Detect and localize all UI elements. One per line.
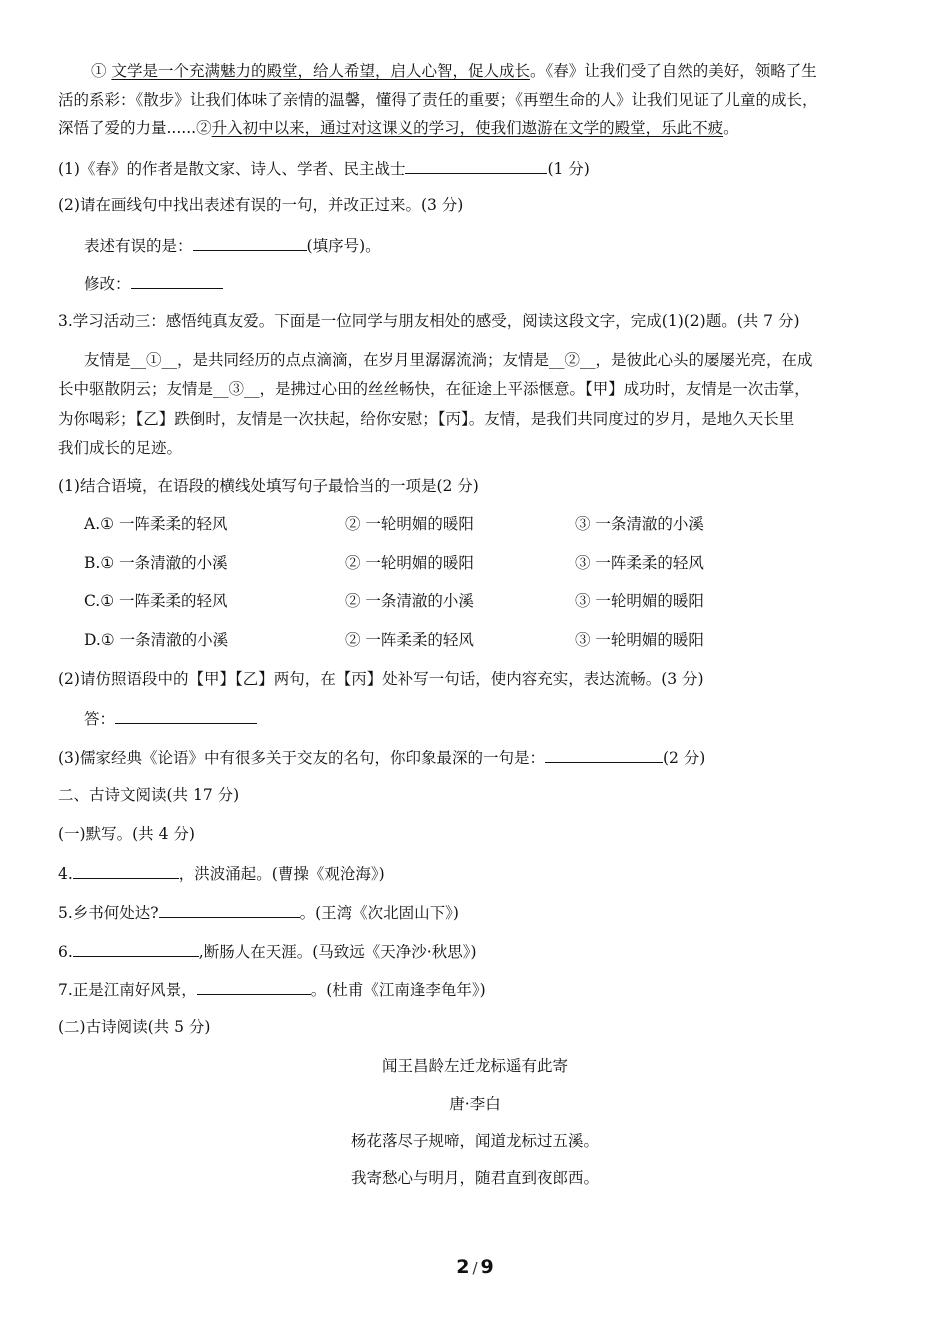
subsection-1-heading: (一)默写。(共 4 分) <box>58 825 195 843</box>
answer-label: 表述有误的是： <box>84 237 193 255</box>
question-text: 。(杜甫《江南逢李龟年》) <box>310 981 486 999</box>
option-c-2: ② 一条清澈的小溪 <box>345 592 474 610</box>
answer-blank[interactable] <box>131 272 223 289</box>
paragraph-line-3 <box>58 118 739 138</box>
question-3-2-answer <box>84 707 257 729</box>
answer-blank[interactable] <box>193 234 307 251</box>
paragraph-line-1 <box>91 61 817 81</box>
question-text: 7.正是江南好风景， <box>58 981 197 999</box>
answer-suffix: (填序号)。 <box>306 237 381 255</box>
current-page: 2 <box>456 1256 470 1278</box>
underlined-sentence-2: 升入初中以来，通过对这课义的学习，使我们遨游在文学的殿堂，乐此不疲 <box>211 119 724 137</box>
poem-title: 闻王昌龄左迁龙标遥有此寄 <box>381 1057 568 1075</box>
option-a-3: ③ 一条清澈的小溪 <box>575 515 704 533</box>
question-3: 3.学习活动三：感悟纯真友爱。下面是一位同学与朋友相处的感受，阅读这段文字，完成(1)(2)题。(共 7 分) <box>58 312 800 330</box>
question-2: (2)请在画线句中找出表述有误的一句，并改正过来。(3 分) <box>58 196 464 214</box>
option-a-2: ② 一轮明媚的暖阳 <box>345 515 474 533</box>
question-3-3 <box>58 746 705 768</box>
score-label: (1 分) <box>547 160 590 178</box>
poem-line-2: 我寄愁心与明月，随君直到夜郎西。 <box>350 1169 599 1187</box>
answer-blank[interactable] <box>73 862 179 879</box>
answer-label: 答： <box>84 710 116 728</box>
passage-line-2: 长中驱散阴云；友情是__③__，是拂过心田的丝丝畅快，在征途上平添惬意。【甲】成功时，友情是一次击掌， <box>58 380 810 398</box>
total-pages: 9 <box>480 1256 494 1278</box>
question-text: 。(王湾《次北固山下》) <box>299 904 459 922</box>
answer-label: 修改： <box>84 275 131 293</box>
answer-blank[interactable] <box>197 978 311 995</box>
question-text: 5.乡书何处达? <box>58 904 159 922</box>
option-d-2: ② 一阵柔柔的轻风 <box>345 631 474 649</box>
passage-line-3: 为你喝彩；【乙】跌倒时，友情是一次扶起，给你安慰；【丙】。友情，是我们共同度过的岁月，是地久天长里 <box>58 410 795 428</box>
paragraph-text: 。 <box>723 119 739 137</box>
question-6 <box>58 940 477 962</box>
answer-blank[interactable] <box>115 707 257 724</box>
question-3-2: (2)请仿照语段中的【甲】【乙】两句，在【丙】处补写一句话，使内容充实，表达流畅。(3 分) <box>58 670 704 688</box>
paragraph-text: 深悟了爱的力量......② <box>58 119 212 137</box>
question-3-1: (1)结合语境，在语段的横线处填写句子最恰当的一项是(2 分) <box>58 477 479 495</box>
option-b-3: ③ 一阵柔柔的轻风 <box>575 554 704 572</box>
option-c-1[interactable]: C.① 一阵柔柔的轻风 <box>84 592 228 610</box>
section-2-heading: 二、古诗文阅读(共 17 分) <box>58 786 240 804</box>
option-c-3: ③ 一轮明媚的暖阳 <box>575 592 704 610</box>
option-a-1[interactable]: A.① 一阵柔柔的轻风 <box>84 515 228 533</box>
passage-line-1: 友情是__①__，是共同经历的点点滴滴，在岁月里潺潺流淌；友情是__②__，是彼此心头的屡屡光亮，在成 <box>84 351 813 369</box>
option-d-3: ③ 一轮明媚的暖阳 <box>575 631 704 649</box>
question-text: ，洪波涌起。(曹操《观沧海》) <box>178 865 385 883</box>
question-number: 6. <box>58 943 73 961</box>
page-separator: / <box>472 1259 478 1277</box>
score-label: (2 分) <box>662 749 706 767</box>
question-2-fix-line <box>84 272 223 294</box>
question-number: 4. <box>58 865 73 883</box>
poem-author: 唐·李白 <box>449 1095 501 1113</box>
answer-blank[interactable] <box>73 940 199 957</box>
underlined-sentence-1: 文学是一个充满魅力的殿堂，给人希望，启人心智，促人成长 <box>111 62 530 80</box>
paragraph-text: 。《春》让我们受了自然的美好，领略了生 <box>529 62 817 80</box>
question-text: (3)儒家经典《论语》中有很多关于交友的名句，你印象最深的一句是： <box>58 749 545 767</box>
option-b-1[interactable]: B.① 一条清澈的小溪 <box>84 554 228 572</box>
answer-blank[interactable] <box>545 746 663 763</box>
question-text: (1)《春》的作者是散文家、诗人、学者、民主战士 <box>58 160 406 178</box>
answer-blank[interactable] <box>405 157 547 174</box>
answer-blank[interactable] <box>159 901 300 918</box>
paragraph-line-2: 活的系彩：《散步》让我们体味了亲情的温馨，懂得了责任的重要；《再塑生命的人》让我们见证了儿童的成长， <box>58 91 818 109</box>
question-text: ,断肠人在天涯。(马致远《天净沙·秋思》) <box>198 943 477 961</box>
poem-line-1: 杨花落尽子规啼，闻道龙标过五溪。 <box>350 1132 599 1150</box>
circle-number-1: ① <box>91 62 107 80</box>
subsection-2-heading: (二)古诗阅读(共 5 分) <box>58 1018 211 1036</box>
question-2-error-line <box>84 234 381 256</box>
question-7 <box>58 978 486 1000</box>
question-1 <box>58 157 590 179</box>
passage-line-4: 我们成长的足迹。 <box>58 439 183 457</box>
page-indicator <box>0 1256 950 1278</box>
option-d-1[interactable]: D.① 一条清澈的小溪 <box>84 631 229 649</box>
option-b-2: ② 一轮明媚的暖阳 <box>345 554 474 572</box>
question-4 <box>58 862 385 884</box>
question-5 <box>58 901 459 923</box>
